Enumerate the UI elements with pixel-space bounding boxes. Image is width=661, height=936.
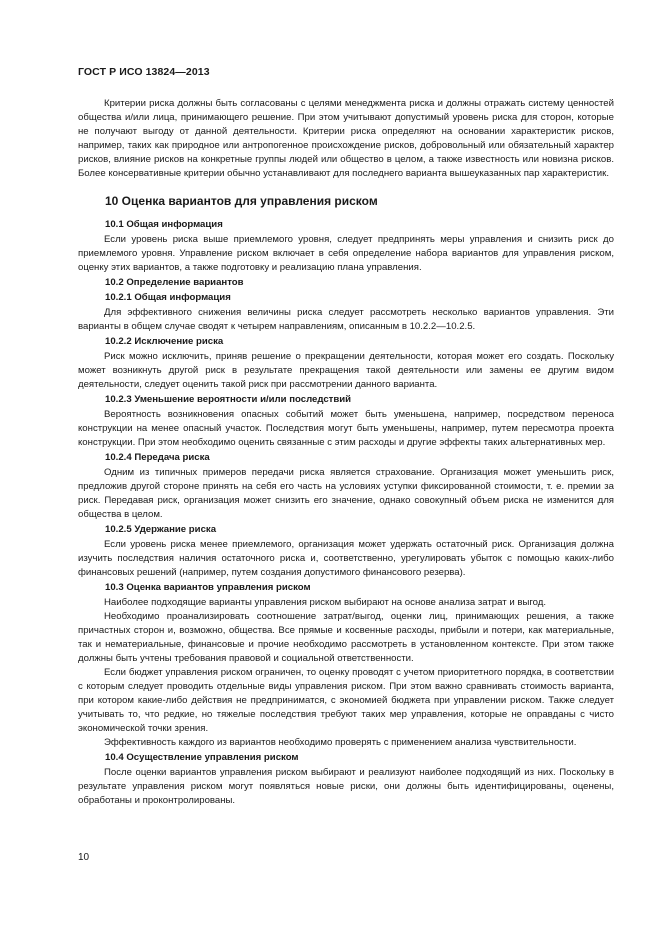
section-10-2-2-heading: 10.2.2 Исключение риска (105, 336, 224, 347)
section-10-4-paragraph: После оценки вариантов управления риском выбирают и реализуют наиболее подходящий из них. Поскольку в результате управления риском могут появляться новые риски, они должны быть идентифицированы, оценены, обработаны и проконтролированы. (78, 767, 614, 806)
section-10-2-3-heading: 10.2.3 Уменьшение вероятности и/или последствий (105, 394, 352, 405)
page-number: 10 (78, 852, 90, 863)
section-10-1-paragraph: Если уровень риска выше приемлемого уровня, следует предпринять меры управления и снизить риск до приемлемого уровня. Управление риском включает в себя определение набора вариантов для управления риском, оценку этих вариантов, а также подготовку и реализацию плана управления. (78, 234, 614, 273)
section-10-2-1-paragraph: Для эффективного снижения величины риска следует рассмотреть несколько вариантов управления. Эти варианты в общем случае сводят к четырем направлениям, описанным в 10.2.2—10.2.5. (78, 307, 614, 332)
section-10-3-paragraph-1: Наиболее подходящие варианты управления риском выбирают на основе анализа затрат и выгод. (104, 597, 547, 608)
section-10-2-5-heading: 10.2.5 Удержание риска (105, 524, 217, 535)
section-10-2-2-paragraph: Риск можно исключить, приняв решение о прекращении деятельности, которая может его создать. Поскольку может возникнуть другой риск в результате прекращения такой деятельности или замены ее другим видом деятельности, следует оценить такой риск при рассмотрении данного варианта. (78, 351, 614, 390)
intro-paragraph: Критерии риска должны быть согласованы с целями менеджмента риска и должны отражать систему ценностей общества и/или лица, принимающего решение. При этом учитывают допустимый уровень риска для сторон, которые не получают выгоду от данной деятельности. Критерии риска определяют на основании характеристик рисков, например, таких как природное или антропогенное происхождение рисков, добровольный или обязательный характер рисков, влияние рисков на конкретные группы людей или общество в целом, а также известность или новизна рисков. Более консервативные критерии обычно устанавливают для последнего варианта вышеуказанных пар характеристик. (78, 98, 614, 179)
section-10-3-paragraph-3: Если бюджет управления риском ограничен, то оценку проводят с учетом приоритетного порядка, в соответствии с которым следует проводить отдельные виды управления риском. При этом важно сравнивать стоимость варианта, при котором какие-либо действия не предприниматся, с экономией бюджета при управлении риском. Также следует учитывать то, что редкие, но тяжелые последствия требуют таких мер управления, которые не оправданы с чисто экономической точки зрения. (78, 667, 614, 734)
section-10-3-paragraph-4: Эффективность каждого из вариантов необходимо проверять с применением анализа чувствительности. (104, 737, 577, 748)
section-10-3-heading: 10.3 Оценка вариантов управления риском (105, 582, 311, 593)
section-10-2-heading: 10.2 Определение вариантов (105, 277, 244, 288)
section-10-heading: 10 Оценка вариантов для управления риском (105, 194, 378, 208)
section-10-2-1-heading: 10.2.1 Общая информация (105, 292, 231, 303)
section-10-2-4-paragraph: Одним из типичных примеров передачи риска является страхование. Организация может уменьшить риск, предложив другой стороне принять на себя его часть на условиях уступки фиксированной стоимости, т. е. премии за риск. Передавая риск, организация может снизить его значение, однако совокупный объем риска не изменится для общества в целом. (78, 467, 614, 520)
section-10-2-4-heading: 10.2.4 Передача риска (105, 452, 210, 463)
document-header: ГОСТ Р ИСО 13824—2013 (78, 66, 210, 78)
section-10-1-heading: 10.1 Общая информация (105, 219, 223, 230)
section-10-3-paragraph-2: Необходимо проанализировать соотношение затрат/выгод, оценки лиц, принимающих решения, а также причастных сторон и, возможно, общества. Все прямые и косвенные расходы, прибыли и потери, как материальные, так и нематериальные, финансовые и прочие необходимо рассмотреть в установленном контексте. При этом также должны быть учтены требования правовой и социальной ответственности. (78, 611, 614, 664)
section-10-2-5-paragraph: Если уровень риска менее приемлемого, организация может удержать остаточный риск. Организация должна изучить последствия наличия остаточного риска и, соответственно, урегулировать убыток с помощью каких-либо финансовых решений (например, путем создания допустимого финансового резерва). (78, 539, 614, 578)
document-body (78, 97, 614, 808)
section-10-4-heading: 10.4 Осуществление управления риском (105, 752, 299, 763)
section-10-2-3-paragraph: Вероятность возникновения опасных событий может быть уменьшена, например, посредством переноса конструкции на менее опасный участок. Последствия могут быть уменьшены, например, путем пересмотра проекта конструкции. При этом необходимо оценить связанные с этим расходы и другие эффекты таких альтернативных мер. (78, 409, 614, 448)
